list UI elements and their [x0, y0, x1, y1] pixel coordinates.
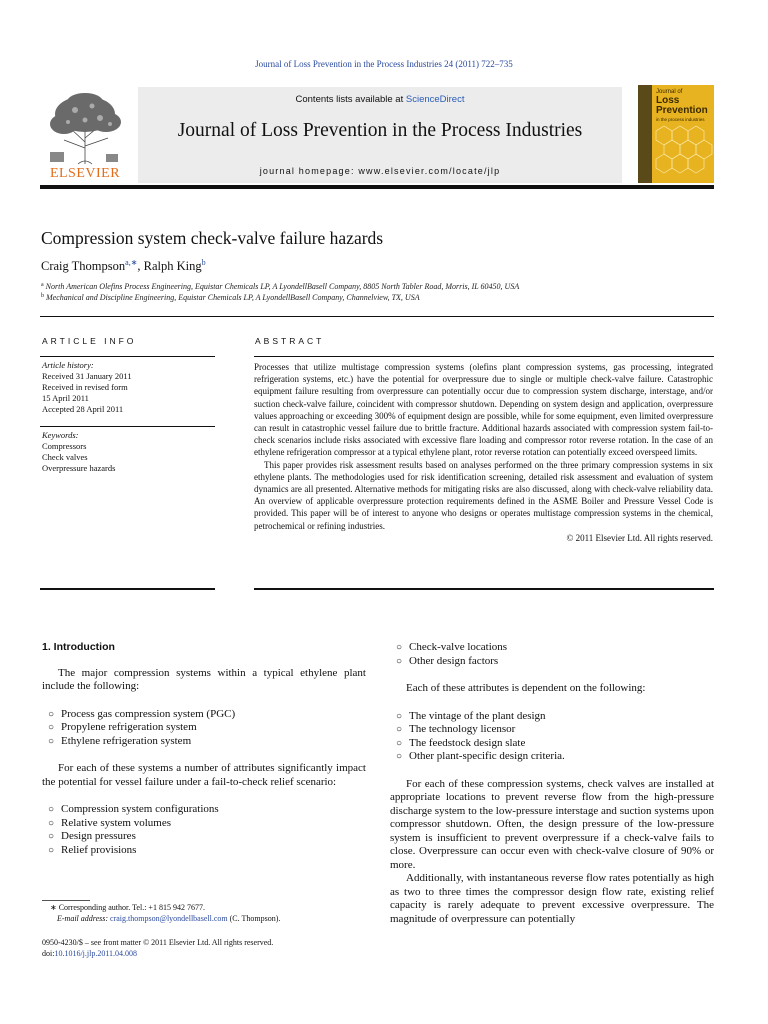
author-king-affil[interactable]: b: [201, 258, 206, 267]
list-item: ○ Design pressures: [48, 830, 366, 844]
abstract-body: [254, 361, 713, 544]
email-link[interactable]: craig.thompson@lyondellbasell.com: [110, 913, 228, 923]
keywords-rule: [40, 426, 215, 427]
email-label: E-mail address:: [57, 913, 109, 923]
abstract-paragraph-2: This paper provides risk assessment results based on analyses performed on the three primary compression systems in six ethylene plants. The methodologies used for risk identification screening, detailed risk assessment and evaluation of system dynamics are all presented. Alternative methods for mitigating risks are also discussed, along with check-valve reliability data. An overview of applicable overpressure protection requirements defined in the ASME Boiler and Pressure Vessel Code is provided. This paper will be of interest to anyone who designs or operates multistage compression systems in the chemical, petrochemical or refining industries.: [254, 459, 713, 531]
keywords-label: Keywords:: [42, 430, 79, 440]
header-rule: [40, 185, 714, 189]
abstract-heading: ABSTRACT: [255, 336, 325, 346]
article-info-rule: [40, 356, 215, 357]
journal-cover[interactable]: [638, 85, 714, 183]
list-item: ○ Compression system configurations: [48, 803, 366, 817]
cover-title-loss: Loss: [656, 95, 680, 106]
corresponding-author-note: [50, 903, 370, 924]
article-info-bottom-rule: [40, 588, 215, 590]
cover-subtitle: in the process industries: [656, 117, 705, 122]
journal-homepage[interactable]: journal homepage: www.elsevier.com/locate/jlp: [259, 166, 501, 176]
attributes-list-continued: [390, 641, 714, 668]
list-item: ○ Propylene refrigeration system: [48, 721, 366, 735]
journal-title: Journal of Loss Prevention in the Process Industries: [177, 120, 583, 141]
contents-availability: [138, 94, 622, 105]
article-info-heading: ARTICLE INFO: [42, 336, 137, 346]
keyword-item: Overpressure hazards: [42, 463, 116, 473]
email-line: [50, 914, 370, 925]
sciencedirect-link[interactable]: ScienceDirect: [405, 94, 465, 105]
keyword-item: Check valves: [42, 452, 88, 462]
list-item: ○ Check-valve locations: [396, 641, 714, 655]
section-introduction-heading: 1. Introduction: [42, 641, 115, 653]
corresponding-mark: ∗: [50, 903, 57, 912]
contents-prefix: Contents lists available at: [295, 94, 406, 105]
history-accepted: Accepted 28 April 2011: [42, 404, 124, 414]
affiliation-b: [41, 293, 420, 302]
history-revised: Received in revised form: [42, 382, 128, 392]
left-column: [42, 641, 366, 857]
affiliation-b-mark: b: [41, 293, 44, 299]
cover-title-prevention: Prevention: [656, 105, 708, 116]
cover-title-line1: Journal of: [656, 89, 683, 95]
cover-title-line2: [656, 96, 708, 116]
dependency-list: [390, 710, 714, 764]
corresponding-author-text: Corresponding author. Tel.: +1 815 942 7677.: [58, 903, 205, 912]
affiliation-b-text: Mechanical and Discipline Engineering, Equistar Chemicals LP, A LyondellBasell Company, Channelview, TX, USA: [46, 293, 420, 302]
elsevier-wordmark: ELSEVIER: [49, 166, 121, 181]
reverse-flow-paragraph: Additionally, with instantaneous reverse flow rates potentially as high as two to three times the compressor design flow rate, existing relief capacity is rarely adequate to prevent excessive overpressure. The magnitude of overpressure can potentially: [390, 872, 714, 925]
list-item: ○ Other plant-specific design criteria.: [396, 750, 714, 764]
compression-systems-list: [42, 708, 366, 749]
abstract-rule: [254, 356, 714, 357]
abstract-paragraph-1: Processes that utilize multistage compression systems (olefins plant compression systems, gas processing, integrated refrigeration systems, etc.) have the potential for overpressure due to single or multiple check-valve failure. Catastrophic equipment failure resulting from overpressure can potentially occur due to compression system discharge, interstage, and/or suction check-valve failure, coincident with compressor shutdown. Depending on system design and application, overpressure values approaching or exceeding 300% of equipment design are possible, while for some equipment, even limited overpressure can result in catastrophic vessel failure due to brittle fracture. Additional hazards associated with compression system fail-to-check scenarios include risks associated with excessive flare loading and compressor rotor reverse rotation. In the case of an ethylene refrigeration compressor at a typical ethylene plant, rotor reverse rotation can potentially exceed overspeed limits.: [254, 362, 713, 458]
keywords: [42, 430, 214, 474]
author-separator: ,: [137, 259, 144, 273]
front-matter-line: 0950-4230/$ – see front matter © 2011 Elsevier Ltd. All rights reserved.: [42, 938, 274, 947]
affiliation-a-text: North American Olefins Process Engineering, Equistar Chemicals LP, A LyondellBasell Company, 8805 North Tabler Road, Morris, IL 60450, USA: [45, 282, 520, 291]
list-item: ○ Other design factors: [396, 655, 714, 669]
check-valve-paragraph: For each of these compression systems, check valves are installed at appropriate locations to prevent reverse flow from the high-pressure discharge system to the low-pressure interstage and suction systems upon compressor shutdown. Often, the design pressure of the low-pressure system is insufficient to prevent overpressure if a check-valve fails to close. Overpressure can occur even with check-valve closure of 90% or more.: [390, 777, 714, 871]
attributes-list: [42, 803, 366, 857]
list-item: ○ Process gas compression system (PGC): [48, 708, 366, 722]
list-item: ○ Ethylene refrigeration system: [48, 735, 366, 749]
front-matter: [42, 938, 372, 959]
list-item: ○ The feedstock design slate: [396, 737, 714, 751]
list-item: ○ Relative system volumes: [48, 817, 366, 831]
author-thompson-affil[interactable]: a,∗: [125, 258, 138, 267]
doi-link[interactable]: 10.1016/j.jlp.2011.04.008: [54, 948, 138, 958]
affiliation-rule: [40, 316, 714, 317]
article-title: Compression system check-valve failure hazards: [41, 228, 384, 248]
list-item: ○ Relief provisions: [48, 844, 366, 858]
list-item: ○ The technology licensor: [396, 723, 714, 737]
abstract-bottom-rule: [254, 588, 714, 590]
history-revised-date: 15 April 2011: [42, 393, 89, 403]
list-item: ○ The vintage of the plant design: [396, 710, 714, 724]
email-suffix: (C. Thompson).: [229, 913, 281, 923]
affiliation-a: [41, 282, 519, 291]
abstract-copyright: © 2011 Elsevier Ltd. All rights reserved.: [566, 532, 713, 543]
article-history: [42, 360, 214, 415]
doi-label: doi:: [42, 948, 55, 958]
right-column: [390, 641, 714, 926]
elsevier-logo: [40, 90, 130, 182]
doi-line: [42, 949, 372, 960]
elsevier-tree-icon: [40, 90, 130, 166]
journal-citation[interactable]: Journal of Loss Prevention in the Process Industries 24 (2011) 722–735: [255, 59, 513, 69]
intro-paragraph-2: For each of these systems a number of attributes significantly impact the potential for vessel failure under a fail-to-check relief scenario:: [42, 762, 366, 788]
footnote-rule: [42, 900, 90, 901]
author-line: [41, 258, 206, 274]
history-label: Article history:: [42, 360, 94, 370]
intro-paragraph-1: The major compression systems within a typical ethylene plant include the following:: [42, 666, 366, 692]
author-thompson[interactable]: Craig Thompson: [41, 259, 126, 273]
affiliation-a-mark: a: [41, 282, 44, 288]
history-received: Received 31 January 2011: [42, 371, 132, 381]
author-king[interactable]: Ralph King: [143, 259, 202, 273]
keyword-item: Compressors: [42, 441, 87, 451]
corresponding-author-line: [50, 903, 370, 914]
dependency-paragraph: Each of these attributes is dependent on the following:: [406, 682, 646, 694]
